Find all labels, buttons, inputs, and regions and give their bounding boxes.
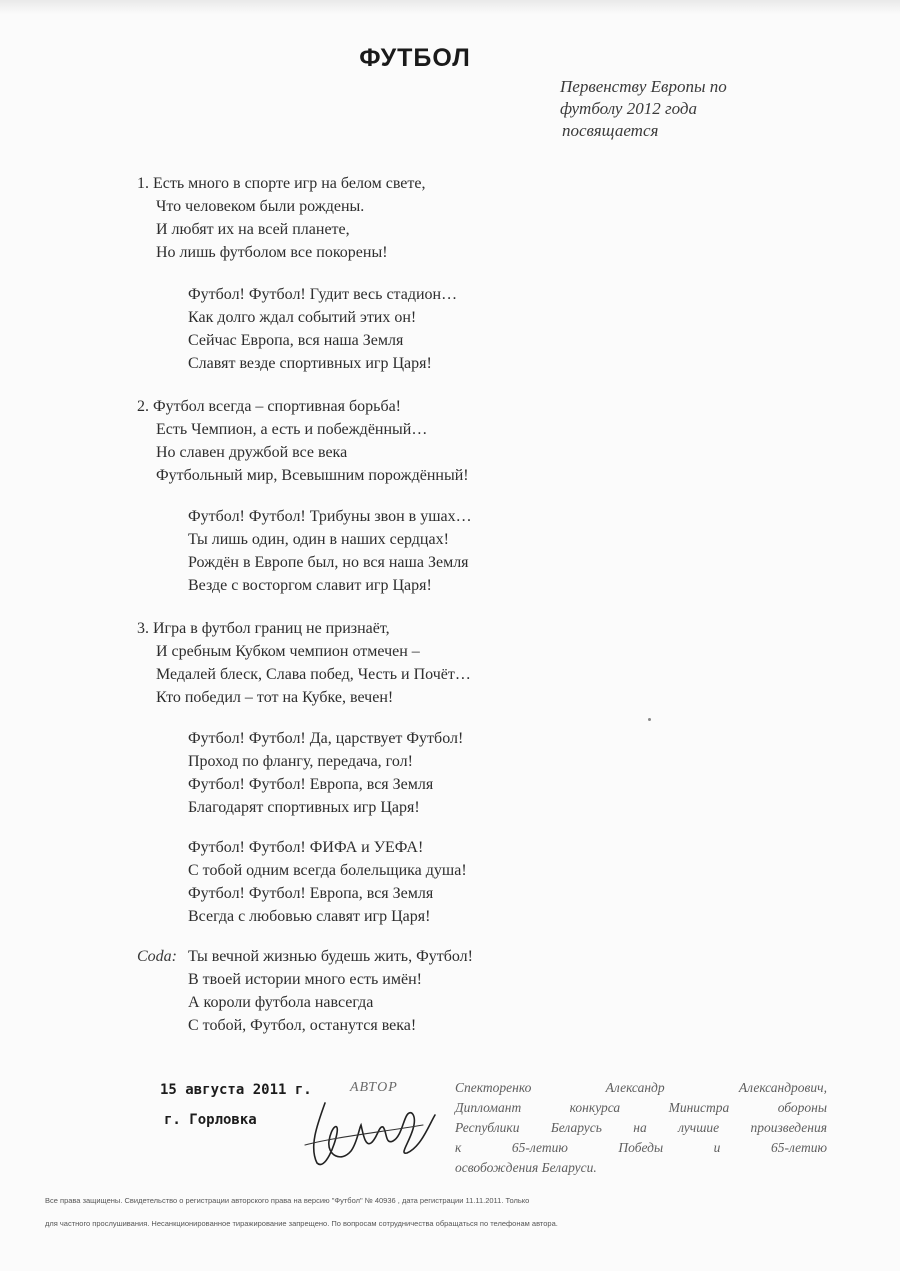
- dedication-line: футболу 2012 года: [560, 99, 697, 118]
- dedication-line: Первенству Европы по: [560, 77, 727, 96]
- chorus-line: Футбол! Футбол! Да, царствует Футбол!: [188, 730, 464, 747]
- verse-line: И любят их на всей планете,: [156, 221, 350, 238]
- verse-line: 3. Игра в футбол границ не признаёт,: [137, 620, 390, 637]
- coda-line: С тобой, Футбол, останутся века!: [188, 1017, 417, 1034]
- verse-line: Медалей блеск, Слава побед, Честь и Почёт…: [156, 666, 471, 683]
- chorus-line: Сейчас Европа, вся наша Земля: [188, 332, 404, 349]
- author-info-line: к 65-летию Победы и 65-летию: [455, 1140, 827, 1155]
- verse-3: [137, 617, 471, 709]
- verse-2: [137, 395, 469, 487]
- chorus-line: Везде с восторгом славит игр Царя!: [188, 577, 432, 594]
- poem-title: ФУТБОЛ: [359, 44, 471, 72]
- author-info: [455, 1078, 827, 1178]
- verse-line: Есть Чемпион, а есть и побеждённый…: [156, 421, 428, 438]
- chorus-line: Футбол! Футбол! Гудит весь стадион…: [188, 286, 458, 303]
- scan-shadow: [0, 0, 900, 14]
- coda-line: В твоей истории много есть имён!: [188, 971, 422, 988]
- chorus-line: Благодарят спортивных игр Царя!: [188, 799, 420, 816]
- chorus-line: Проход по флангу, передача, гол!: [188, 753, 413, 770]
- verse-1: [137, 172, 426, 264]
- scan-speck: [648, 718, 651, 721]
- handwritten-place: г. Горловка: [164, 1112, 257, 1128]
- verse-line: 2. Футбол всегда – спортивная борьба!: [137, 398, 402, 415]
- author-info-line: Дипломант конкурса Министра обороны: [455, 1100, 827, 1115]
- chorus-4: [188, 836, 467, 928]
- chorus-3: [188, 727, 463, 819]
- verse-line: 1. Есть много в спорте игр на белом свете,: [137, 175, 426, 192]
- verse-line: Кто победил – тот на Кубке, вечен!: [156, 689, 394, 706]
- chorus-2: [188, 505, 472, 597]
- author-info-line: Республики Беларусь на лучшие произведения: [455, 1120, 827, 1135]
- chorus-line: Футбол! Футбол! Трибуны звон в ушах…: [188, 508, 472, 525]
- chorus-line: Футбол! Футбол! Европа, вся Земля: [188, 885, 434, 902]
- author-info-line: освобождения Беларуси.: [455, 1160, 597, 1175]
- verse-line: Но славен дружбой все века: [156, 444, 348, 461]
- copyright-footer-line: Все права защищены. Свидетельство о регистрации авторского права на версию "Футбол" № 40936 , дата регистрации 11.11.2011. Только: [45, 1196, 530, 1205]
- verse-line: Футбольный мир, Всевышним порождённый!: [156, 467, 469, 484]
- chorus-line: Славят везде спортивных игр Царя!: [188, 355, 432, 372]
- chorus-line: Как долго ждал событий этих он!: [188, 309, 417, 326]
- verse-line: И сребным Кубком чемпион отмечен –: [156, 643, 420, 660]
- chorus-line: Футбол! Футбол! ФИФА и УЕФА!: [188, 839, 424, 856]
- coda: [188, 945, 473, 1037]
- coda-line: Ты вечной жизнью будешь жить, Футбол!: [188, 948, 473, 965]
- author-info-line: Спекторенко Александр Александрович,: [455, 1080, 827, 1095]
- coda-line: А короли футбола навсегда: [188, 994, 374, 1011]
- handwritten-date: 15 августа 2011 г.: [160, 1082, 312, 1098]
- chorus-line: С тобой одним всегда болельщика душа!: [188, 862, 467, 879]
- chorus-line: Футбол! Футбол! Европа, вся Земля: [188, 776, 434, 793]
- dedication: [560, 76, 800, 142]
- handwritten-date-place: [160, 1075, 312, 1135]
- verse-line: Но лишь футболом все покорены!: [156, 244, 388, 261]
- chorus-line: Рождён в Европе был, но вся наша Земля: [188, 554, 469, 571]
- dedication-line: посвящается: [562, 121, 659, 140]
- copyright-footer-line: для частного прослушивания. Несанкционированное тиражирование запрещено. По вопросам сотрудничества обращаться по телефонам автора.: [45, 1219, 558, 1228]
- author-signature: [295, 1085, 445, 1175]
- chorus-line: Ты лишь один, один в наших сердцах!: [188, 531, 449, 548]
- chorus-1: [188, 283, 457, 375]
- author-label: АВТОР: [350, 1080, 398, 1095]
- coda-label: Coda:: [137, 948, 177, 965]
- verse-line: Что человеком были рождены.: [156, 198, 365, 215]
- chorus-line: Всегда с любовью славят игр Царя!: [188, 908, 431, 925]
